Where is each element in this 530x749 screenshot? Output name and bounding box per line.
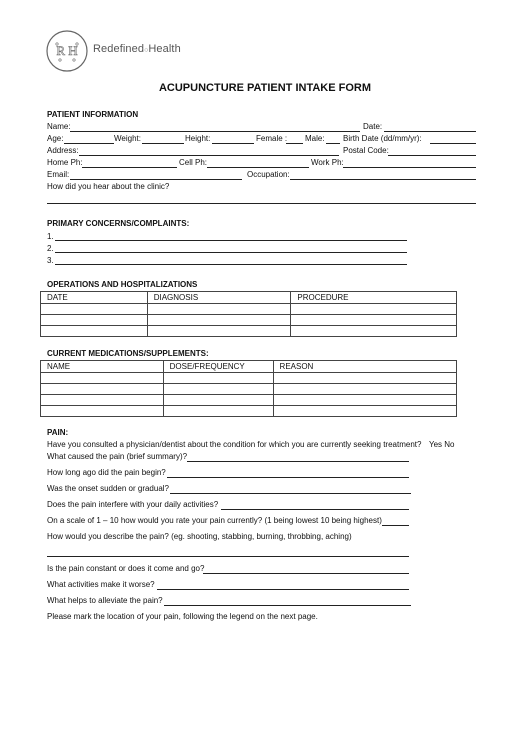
how-long-question: How long ago did the pain begin? [47,468,166,477]
cell-phone-label: Cell Ph: [179,158,208,167]
female-field[interactable] [286,143,303,144]
table-row [41,326,457,337]
scale-question: On a scale of 1 – 10 how would you rate your pain currently? (1 being lowest 10 being highest) [47,516,382,525]
home-phone-field[interactable] [82,167,177,168]
how-long-field[interactable] [167,477,409,478]
alleviate-question: What helps to alleviate the pain? [47,596,163,605]
table-cell[interactable] [147,326,291,337]
date-label: Date: [363,122,383,131]
table-cell[interactable] [147,304,291,315]
height-field[interactable] [212,143,254,144]
yes-no-options[interactable]: Yes No [429,440,455,449]
postal-code-field[interactable] [388,155,476,156]
concern-field-2[interactable] [55,252,407,253]
age-field[interactable] [64,143,114,144]
referral-label: How did you hear about the clinic? [47,182,170,191]
table-header-row [41,361,457,373]
consulted-question: Have you consulted a physician/dentist about the condition for which you are currently seeking treatment? [47,440,422,449]
table-cell[interactable] [41,326,148,337]
table-row [41,406,457,417]
onset-field[interactable] [170,493,411,494]
interfere-question: Does the pain interfere with your daily activities? [47,500,219,509]
home-phone-label: Home Ph: [47,158,83,167]
cause-field[interactable] [187,461,409,462]
concern-field-3[interactable] [55,264,407,265]
table-cell[interactable] [41,384,164,395]
weight-label: Weight: [114,134,141,143]
brand-name: Redefined○Health [93,43,181,55]
table-cell[interactable] [273,395,456,406]
occupation-label: Occupation: [247,170,290,179]
name-label: Name: [47,122,71,131]
concern-field-1[interactable] [55,240,407,241]
operations-heading: OPERATIONS AND HOSPITALIZATIONS [47,280,198,289]
address-field[interactable] [79,155,339,156]
male-label: Male: [305,134,325,143]
male-field[interactable] [326,143,340,144]
svg-text:R H: R H [56,43,78,58]
constant-question: Is the pain constant or does it come and go? [47,564,205,573]
concern-number: 2. [47,244,54,253]
column-header-diagnosis: DIAGNOSIS [147,292,291,304]
table-header-row [41,292,457,304]
table-cell[interactable] [291,304,457,315]
name-field[interactable] [70,131,360,132]
medications-heading: CURRENT MEDICATIONS/SUPPLEMENTS: [47,349,209,358]
table-cell[interactable] [41,395,164,406]
interfere-field[interactable] [221,509,409,510]
concerns-heading: PRIMARY CONCERNS/COMPLAINTS: [47,219,190,228]
form-title: ACUPUNCTURE PATIENT INTAKE FORM [158,82,372,94]
onset-question: Was the onset sudden or gradual? [47,484,170,493]
medications-table [40,360,457,417]
alleviate-field[interactable] [164,605,411,606]
female-label: Female : [256,134,288,143]
birth-date-label: Birth Date (dd/mm/yr): [343,134,422,143]
email-label: Email: [47,170,70,179]
table-cell[interactable] [41,304,148,315]
constant-field[interactable] [203,573,409,574]
table-cell[interactable] [41,406,164,417]
table-cell[interactable] [163,395,273,406]
column-header-procedure: PROCEDURE [291,292,457,304]
worse-question: What activities make it worse? [47,580,155,589]
table-row [41,315,457,326]
table-row [41,304,457,315]
column-header-reason: REASON [273,361,456,373]
describe-question: How would you describe the pain? (eg. shooting, stabbing, burning, throbbing, aching) [47,532,352,541]
redefined-health-logo-icon [46,30,88,72]
describe-field[interactable] [47,556,409,557]
concern-number: 1. [47,232,54,241]
referral-field[interactable] [47,203,476,204]
height-label: Height: [185,134,211,143]
column-header-dose-frequency: DOSE/FREQUENCY [163,361,273,373]
patient-info-heading: PATIENT INFORMATION [47,110,139,119]
email-field[interactable] [70,179,242,180]
table-cell[interactable] [291,315,457,326]
column-header-name: NAME [41,361,164,373]
weight-field[interactable] [142,143,184,144]
table-row [41,384,457,395]
scale-field[interactable] [382,525,409,526]
work-phone-label: Work Ph: [311,158,344,167]
address-label: Address: [47,146,79,155]
age-label: Age: [47,134,64,143]
table-cell[interactable] [41,373,164,384]
worse-field[interactable] [157,589,409,590]
operations-table [40,291,457,337]
table-cell[interactable] [273,406,456,417]
pain-location-instruction: Please mark the location of your pain, following the legend on the next page. [47,612,318,621]
column-header-date: DATE [41,292,148,304]
cause-question: What caused the pain (brief summary)? [47,452,188,461]
table-cell[interactable] [291,326,457,337]
table-cell[interactable] [163,373,273,384]
table-cell[interactable] [273,384,456,395]
table-cell[interactable] [41,315,148,326]
occupation-field[interactable] [290,179,476,180]
table-cell[interactable] [147,315,291,326]
work-phone-field[interactable] [343,167,476,168]
table-row [41,373,457,384]
birth-date-field[interactable] [430,143,476,144]
cell-phone-field[interactable] [207,167,309,168]
pain-heading: PAIN: [47,428,69,437]
concern-number: 3. [47,256,54,265]
table-row [41,395,457,406]
postal-code-label: Postal Code: [343,146,389,155]
table-cell[interactable] [163,384,273,395]
table-cell[interactable] [163,406,273,417]
date-field[interactable] [384,131,476,132]
table-cell[interactable] [273,373,456,384]
